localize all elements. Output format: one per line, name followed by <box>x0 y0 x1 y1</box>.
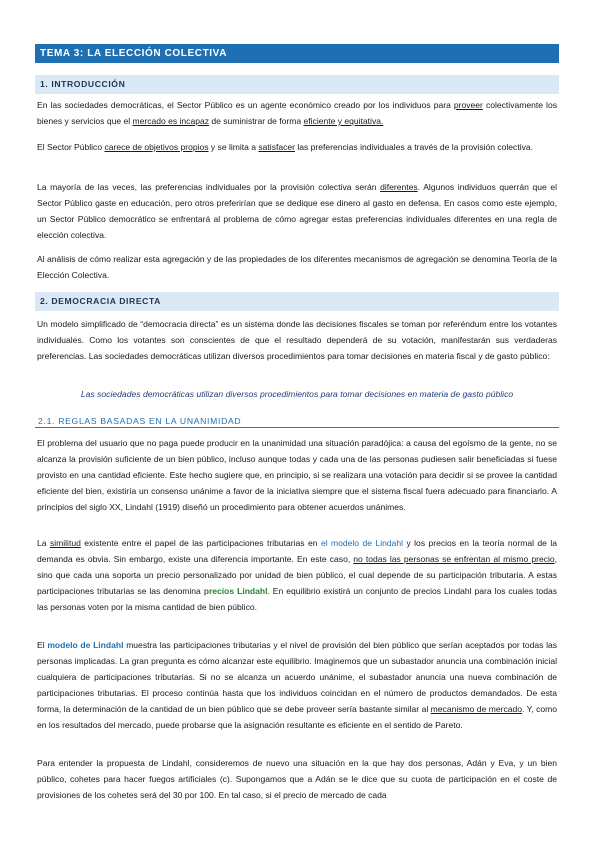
paragraph-intro-2: El Sector Público carece de objetivos propios y se limita a satisfacer las preferencias individuales a través de la provisión colectiva. <box>37 142 533 152</box>
paragraph-unanimidad-1: El problema del usuario que no paga puede producir en la unanimidad una situación paradójica: a causa del egoísmo de la gente, no se alcanza la provisión suficiente de un bien público, incluso aunque todas y cada una de las personas pudiesen salir beneficiadas si fuese provisto en una cantidad eficiente. Este hecho sugiere que, en principio, si se realizara una votación para decidir si se provee la cantidad eficiente del bien, existiría un consenso unánime a favor de la iniciativa siempre que el sistema fiscal fuera adecuado para financiarlo. A principios del siglo XX, Lindahl (1919) diseñó un procedimiento para obtener acuerdos unánimes. <box>37 438 557 512</box>
paragraph-lindahl-1: La similitud existente entre el papel de las participaciones tributarias en el modelo de Lindahl y los precios en la teoría normal de la demanda es obvia. Sin embargo, existe una diferencia importante. En este caso, no todas las personas se enfrentan al mismo precio, sino que cada una soporta un precio personalizado por unidad de bien público, el cual depende de su participación tributaria. A estas participaciones tributarias se las denomina precios Lindahl. En equilibrio existirá un conjunto de precios Lindahl para los cuales todas las personas voten por la misma cantidad de bien público. <box>37 538 557 612</box>
document-title: TEMA 3: LA ELECCIÓN COLECTIVA <box>35 44 559 63</box>
subsection-heading-unanimidad: 2.1. REGLAS BASADAS EN LA UNANIMIDAD <box>35 414 559 428</box>
quote-procedimientos: Las sociedades democráticas utilizan diversos procedimientos para tomar decisiones en materia de gasto público <box>80 389 514 399</box>
paragraph-lindahl-3: Para entender la propuesta de Lindahl, consideremos de nuevo una situación en la que hay dos personas, Adán y Eva, y un bien público, cohetes para hacer fuegos artificiales (c). Supongamos que a Adán se le dice que su cuota de participación en el coste de provisiones de los cohetes será del 30 por 100. En tal caso, si el precio de mercado de cada <box>37 758 557 800</box>
section-heading-democracia-directa: 2. DEMOCRACIA DIRECTA <box>35 292 559 311</box>
paragraph-democracia-1: Un modelo simplificado de “democracia directa” es un sistema donde las decisiones fiscales se toman por referéndum entre los votantes individuales. Como los votantes son conscientes de que el resultado dependerá de su votación, manifestarán sus verdaderas preferencias. Las sociedades democráticas utilizan diversos procedimientos para tomar decisiones en materia fiscal y de gasto público: <box>37 319 557 361</box>
section-heading-introduccion: 1. INTRODUCCIÓN <box>35 75 559 94</box>
paragraph-lindahl-2: El modelo de Lindahl muestra las participaciones tributarias y el nivel de provisión del bien público que serían aceptados por todas las personas implicadas. La gran pregunta es cómo alcanzar este equilibrio. Imaginemos que un subastador anuncia una combinación inicial cualquiera de participaciones tributarias. Si no se alcanza un acuerdo unánime, el subastador anuncia una nueva combinación de participaciones tributarias. El proceso continúa hasta que los individuos coincidan en el número de productos demandados. De esta forma, la determinación de la cantidad de un bien público que se debe proveer sería bastante similar al mecanismo de mercado. Y, como en los resultados del mercado, puede probarse que la asignación resultante es eficiente en el sentido de Pareto. <box>37 640 558 730</box>
paragraph-intro-3: La mayoría de las veces, las preferencias individuales por la provisión colectiva serán diferentes. Algunos individuos querrán que el Sector Público gaste en educación, pero otros preferirían que se dedique ese dinero al gasto en defensa. En casos como este ejemplo, un Sector Público democrático se enfrentará al problema de cómo agregar estas preferencias individuales diferentes en una regla de elección colectiva. <box>37 182 557 240</box>
paragraph-intro-1: En las sociedades democráticas, el Sector Público es un agente económico creado por los individuos para proveer colectivamente los bienes y servicios que el mercado es incapaz de suministrar de forma eficiente y equitativa. <box>37 100 557 126</box>
paragraph-intro-4: Al análisis de cómo realizar esta agregación y de las propiedades de los diferentes mecanismos de agregación se denomina Teoría de la Elección Colectiva. <box>37 254 557 280</box>
